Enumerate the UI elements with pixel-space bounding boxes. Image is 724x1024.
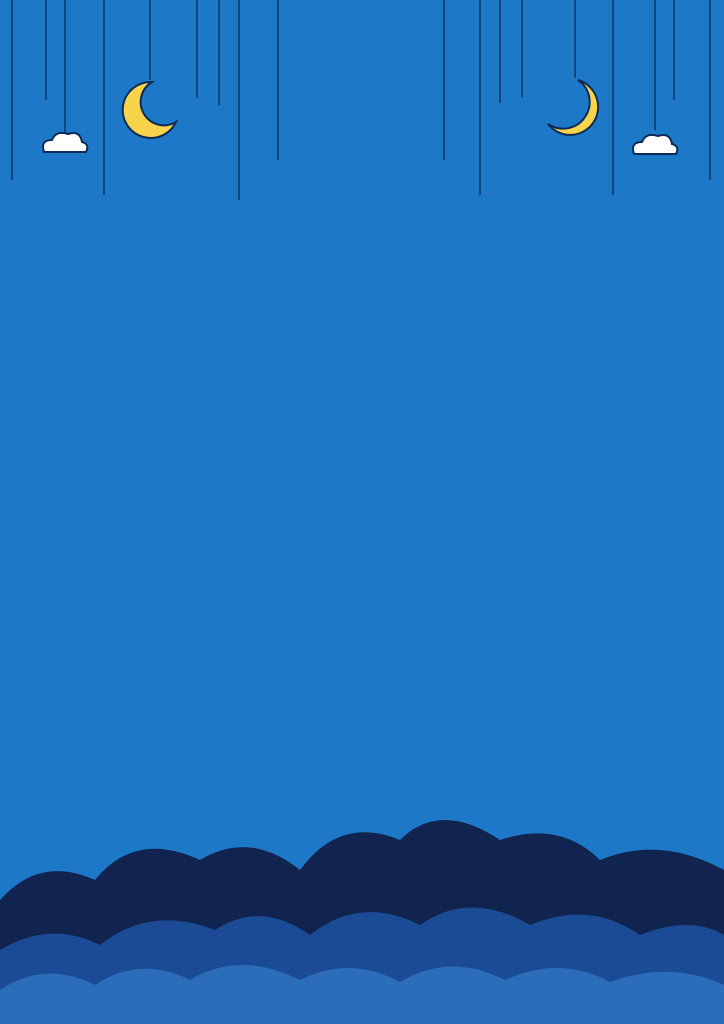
hanging-strings — [12, 0, 710, 200]
card-1 — [60, 331, 664, 335]
card-3 — [60, 580, 664, 584]
cloud-icon — [43, 133, 87, 152]
card-2 — [60, 456, 664, 460]
cloud-icon — [633, 135, 677, 154]
moon-icon — [123, 82, 176, 138]
bottom-cloudscape — [0, 820, 724, 1024]
moon-icon — [548, 80, 598, 135]
card-4 — [60, 704, 664, 706]
